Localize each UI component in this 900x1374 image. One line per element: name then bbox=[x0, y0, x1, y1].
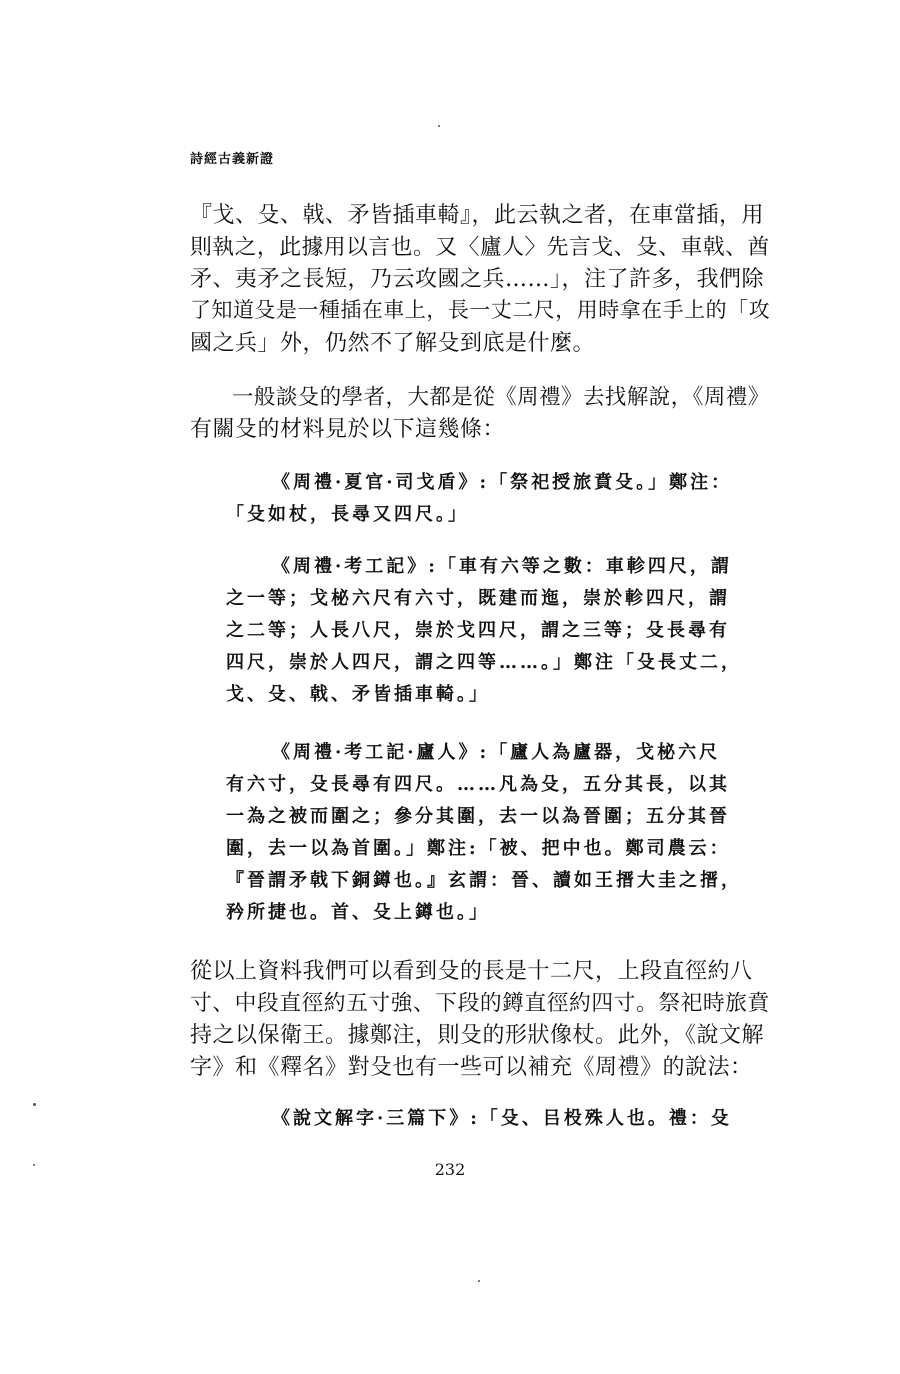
running-header: 詩經古義新證 bbox=[190, 152, 275, 167]
block-quote-line: 『晉謂矛戟下銅鐏也。』玄謂：晉、讀如王搢大圭之搢， bbox=[226, 870, 742, 891]
scan-speck bbox=[478, 1280, 480, 1282]
body-line: 矛、夷矛之長短，乃云攻國之兵……」，注了許多，我們除 bbox=[190, 267, 765, 292]
block-quote-line: 《周禮·夏官·司戈盾》:「祭祀授旅賁殳。」鄭注： bbox=[272, 472, 733, 493]
block-quote-line: 《周禮·考工記·廬人》:「廬人為廬器，戈柲六尺 bbox=[272, 742, 721, 763]
block-quote-line: 「殳如杖，長尋又四尺。」 bbox=[226, 504, 469, 525]
block-quote-line: 《周禮·考工記》:「車有六等之數：車軫四尺，謂 bbox=[272, 556, 732, 577]
body-line: 從以上資料我們可以看到殳的長是十二尺，上段直徑約八 bbox=[190, 959, 753, 984]
body-line: 有關殳的材料見於以下這幾條： bbox=[190, 417, 506, 442]
block-quote-line: 圍，去一以為首圍。」鄭注:「被、把中也。鄭司農云： bbox=[226, 838, 731, 859]
body-line: 持之以保衛王。據鄭注，則殳的形狀像杖。此外，《說文解 bbox=[190, 1023, 765, 1048]
body-line: 一般談殳的學者，大都是從《周禮》去找解說，《周禮》 bbox=[232, 385, 770, 410]
body-line: 國之兵」外，仍然不了解殳到底是什麼。 bbox=[190, 331, 596, 356]
block-quote-line: 有六寸，殳長尋有四尺。……凡為殳，五分其長，以其 bbox=[226, 774, 730, 795]
body-line: 『戈、殳、戟、矛皆插車輢』，此云執之者，在車當插，用 bbox=[190, 203, 765, 228]
scan-speck bbox=[33, 1103, 36, 1106]
body-line: 字》和《釋名》對殳也有一些可以補充《周禮》的說法： bbox=[190, 1055, 753, 1080]
scan-speck bbox=[438, 125, 440, 127]
block-quote-line: 戈、殳、戟、矛皆插車輢。」 bbox=[226, 684, 490, 705]
body-line: 了知道殳是一種插在車上，長一丈二尺，用時拿在手上的「攻 bbox=[190, 298, 771, 322]
scan-speck bbox=[33, 1164, 35, 1166]
block-quote-line: 四尺，崇於人四尺，謂之四等……。」鄭注「殳長丈二， bbox=[226, 652, 742, 673]
block-quote-line: 一為之被而圍之；參分其圍，去一以為晉圍；五分其晉 bbox=[226, 806, 730, 827]
body-line: 則執之，此據用以言也。又〈廬人〉先言戈、殳、車戟、酋 bbox=[190, 235, 770, 260]
body-line: 寸、中段直徑約五寸強、下段的鐏直徑約四寸。祭祀時旅賁 bbox=[190, 991, 770, 1016]
block-quote-line: 《說文解字·三篇下》:「殳、㠯杸殊人也。禮：殳 bbox=[272, 1108, 732, 1129]
block-quote-line: 之一等；戈柲六尺有六寸，既建而迤，崇於軫四尺，謂 bbox=[226, 588, 730, 609]
block-quote-line: 矜所捷也。首、殳上鐏也。」 bbox=[226, 902, 490, 923]
block-quote-line: 之二等；人長八尺，崇於戈四尺，謂之三等；殳長尋有 bbox=[226, 620, 730, 641]
page-number: 232 bbox=[434, 1160, 466, 1179]
